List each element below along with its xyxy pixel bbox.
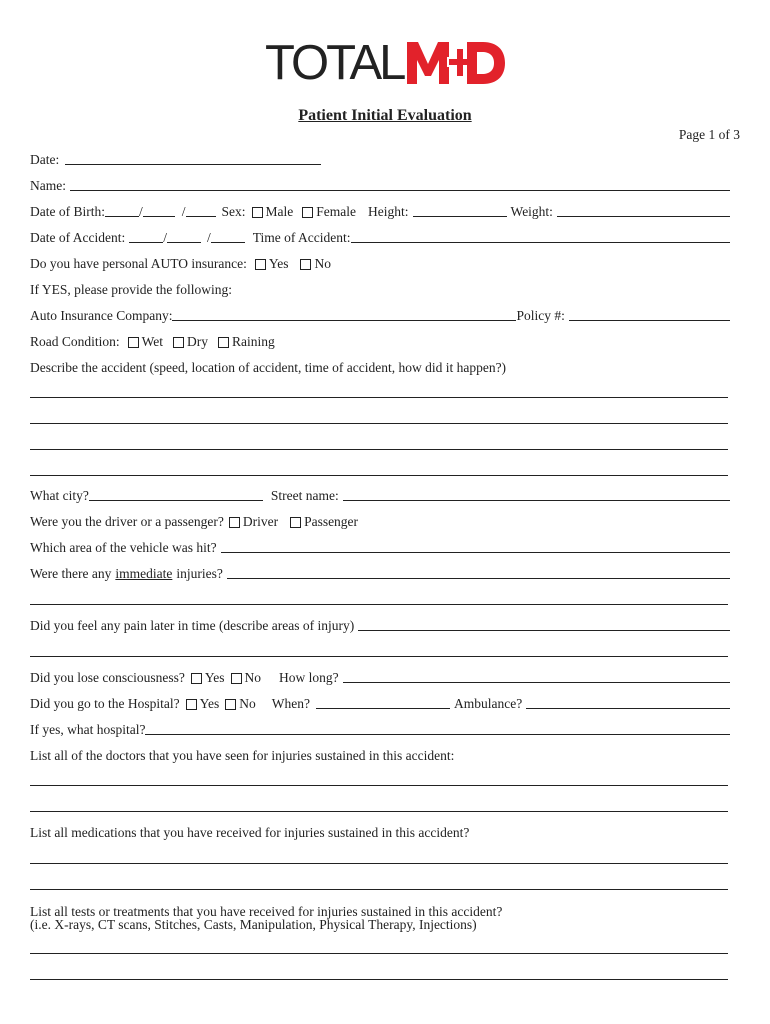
name-row [30, 174, 730, 194]
street-field[interactable] [343, 500, 730, 501]
immediate-injuries-line-2[interactable] [30, 604, 728, 605]
consciousness-no-option[interactable] [231, 670, 262, 686]
tests-block [30, 905, 730, 931]
dob-slash-1: / [138, 204, 143, 219]
consciousness-label: Did you lose consciousness? [30, 670, 185, 685]
weight-field[interactable] [557, 216, 730, 217]
ambulance-label: Ambulance? [454, 696, 523, 711]
road-raining-option[interactable] [218, 334, 275, 350]
dry-label: Dry [187, 334, 209, 349]
doa-label: Date of Accident: [30, 230, 126, 245]
date-row [30, 148, 730, 168]
passenger-label: Passenger [304, 514, 359, 529]
doctors-line-1[interactable] [30, 785, 728, 786]
name-label: Name: [30, 178, 66, 193]
road-wet-option[interactable] [128, 334, 163, 350]
immediate-injuries-field[interactable] [227, 578, 730, 579]
sex-female-option[interactable] [302, 204, 356, 220]
hospital-yes-option[interactable] [186, 696, 220, 712]
what-hospital-row [30, 718, 730, 738]
medications-row [30, 821, 730, 841]
insurance-company-row [30, 304, 730, 324]
raining-checkbox[interactable] [218, 337, 229, 348]
pain-later-line-2[interactable] [30, 656, 728, 657]
when-label: When? [271, 696, 310, 711]
vehicle-area-field[interactable] [221, 552, 730, 553]
passenger-checkbox[interactable] [290, 517, 301, 528]
describe-line-4[interactable] [30, 475, 728, 476]
insurance-company-label: Auto Insurance Company: [30, 308, 173, 323]
dob-year-field[interactable] [186, 216, 216, 217]
auto-insurance-no-checkbox[interactable] [300, 259, 311, 270]
city-street-row [30, 484, 730, 504]
weight-label: Weight: [510, 204, 553, 219]
doa-year-field[interactable] [211, 242, 245, 243]
what-hospital-label: If yes, what hospital? [30, 722, 146, 737]
date-field[interactable] [65, 164, 321, 165]
page-number: Page 1 of 3 [678, 127, 740, 142]
describe-row [30, 356, 730, 376]
male-label: Male [265, 204, 294, 219]
hospital-no-label: No [239, 696, 256, 711]
female-label: Female [316, 204, 357, 219]
immediate-label: immediate [115, 566, 173, 581]
hospital-no-option[interactable] [225, 696, 256, 712]
toa-field[interactable] [351, 242, 731, 243]
doa-slash-2: / [206, 230, 211, 245]
tests-examples-label: (i.e. X-rays, CT scans, Stitches, Casts, Manipulation, Physical Therapy, Injections) [30, 917, 477, 932]
auto-insurance-no-label: No [314, 256, 331, 271]
how-long-field[interactable] [343, 682, 730, 683]
consciousness-row [30, 666, 730, 686]
if-yes-label: If YES, please provide the following: [30, 282, 232, 297]
vehicle-area-label: Which area of the vehicle was hit? [30, 540, 217, 555]
driver-checkbox[interactable] [229, 517, 240, 528]
describe-line-2[interactable] [30, 423, 728, 424]
road-dry-option[interactable] [173, 334, 208, 350]
street-label: Street name: [270, 488, 339, 503]
consciousness-yes-checkbox[interactable] [191, 673, 202, 684]
date-label: Date: [30, 152, 60, 167]
describe-line-3[interactable] [30, 449, 728, 450]
doctors-line-2[interactable] [30, 811, 728, 812]
describe-line-1[interactable] [30, 397, 728, 398]
consciousness-yes-label: Yes [204, 670, 225, 685]
how-long-label: How long? [279, 670, 339, 685]
dob-month-field[interactable] [105, 216, 139, 217]
policy-label: Policy #: [516, 308, 565, 323]
medications-line-2[interactable] [30, 889, 728, 890]
policy-field[interactable] [569, 320, 730, 321]
hospital-yes-label: Yes [199, 696, 220, 711]
auto-insurance-yes-option[interactable] [255, 256, 289, 272]
insurance-company-field[interactable] [172, 320, 516, 321]
dob-slash-2: / [181, 204, 186, 219]
hospital-label: Did you go to the Hospital? [30, 696, 180, 711]
doctors-label: List all of the doctors that you have seen for injuries sustained in this accident: [30, 748, 455, 763]
logo-text: TOTAL [265, 36, 404, 90]
driver-label: Driver [242, 514, 279, 529]
md-cross-logo-icon [407, 42, 505, 84]
male-checkbox[interactable] [252, 207, 263, 218]
when-field[interactable] [316, 708, 450, 709]
auto-insurance-no-option[interactable] [300, 256, 331, 272]
if-yes-row [30, 278, 730, 298]
pain-later-label: Did you feel any pain later in time (describe areas of injury) [30, 618, 355, 633]
toa-label: Time of Accident: [252, 230, 351, 245]
immediate-pre-label: Were there any [30, 566, 112, 581]
total-md-logo [265, 36, 505, 90]
driver-passenger-row [30, 510, 730, 530]
auto-insurance-yes-label: Yes [268, 256, 289, 271]
hospital-yes-checkbox[interactable] [186, 699, 197, 710]
road-condition-label: Road Condition: [30, 334, 120, 349]
consciousness-no-checkbox[interactable] [231, 673, 242, 684]
auto-insurance-row [30, 252, 730, 272]
passenger-option[interactable] [290, 514, 358, 530]
medications-line-1[interactable] [30, 863, 728, 864]
sex-male-option[interactable] [252, 204, 294, 220]
driver-option[interactable] [229, 514, 278, 530]
city-label: What city? [30, 488, 89, 503]
auto-insurance-label: Do you have personal AUTO insurance: [30, 256, 247, 271]
pain-later-row [30, 614, 730, 634]
vehicle-area-row [30, 536, 730, 556]
tests-line-2[interactable] [30, 979, 728, 980]
wet-checkbox[interactable] [128, 337, 139, 348]
height-field[interactable] [413, 216, 507, 217]
doa-slash-1: / [163, 230, 167, 245]
medications-label: List all medications that you have received for injuries sustained in this accident? [30, 825, 470, 840]
tests-label: List all tests or treatments that you have received for injuries sustained in this accident? [30, 904, 503, 919]
consciousness-no-label: No [244, 670, 262, 685]
dob-row [30, 200, 730, 220]
what-hospital-field[interactable] [145, 734, 730, 735]
sex-label: Sex: [221, 204, 246, 219]
consciousness-yes-option[interactable] [191, 670, 225, 686]
raining-label: Raining [232, 334, 275, 349]
pain-later-field[interactable] [358, 630, 730, 631]
dob-label: Date of Birth: [30, 204, 105, 219]
tests-line-1[interactable] [30, 953, 728, 954]
immediate-injuries-row [30, 562, 730, 582]
city-field[interactable] [89, 500, 263, 501]
hospital-no-checkbox[interactable] [225, 699, 236, 710]
name-field[interactable] [70, 190, 730, 191]
auto-insurance-yes-checkbox[interactable] [255, 259, 266, 270]
doa-day-field[interactable] [167, 242, 201, 243]
wet-label: Wet [141, 334, 164, 349]
ambulance-field[interactable] [526, 708, 730, 709]
height-label: Height: [368, 204, 409, 219]
dry-checkbox[interactable] [173, 337, 184, 348]
immediate-post-label: injuries? [176, 566, 223, 581]
female-checkbox[interactable] [302, 207, 313, 218]
form-title: Patient Initial Evaluation [298, 107, 472, 124]
describe-label: Describe the accident (speed, location of accident, time of accident, how did it happen?) [30, 360, 507, 375]
accident-date-row [30, 226, 730, 246]
driver-question-label: Were you the driver or a passenger? [30, 514, 224, 529]
hospital-row [30, 692, 730, 712]
dob-day-field[interactable] [143, 216, 175, 217]
road-condition-row [30, 330, 730, 350]
doa-month-field[interactable] [129, 242, 163, 243]
doctors-row [30, 744, 730, 764]
